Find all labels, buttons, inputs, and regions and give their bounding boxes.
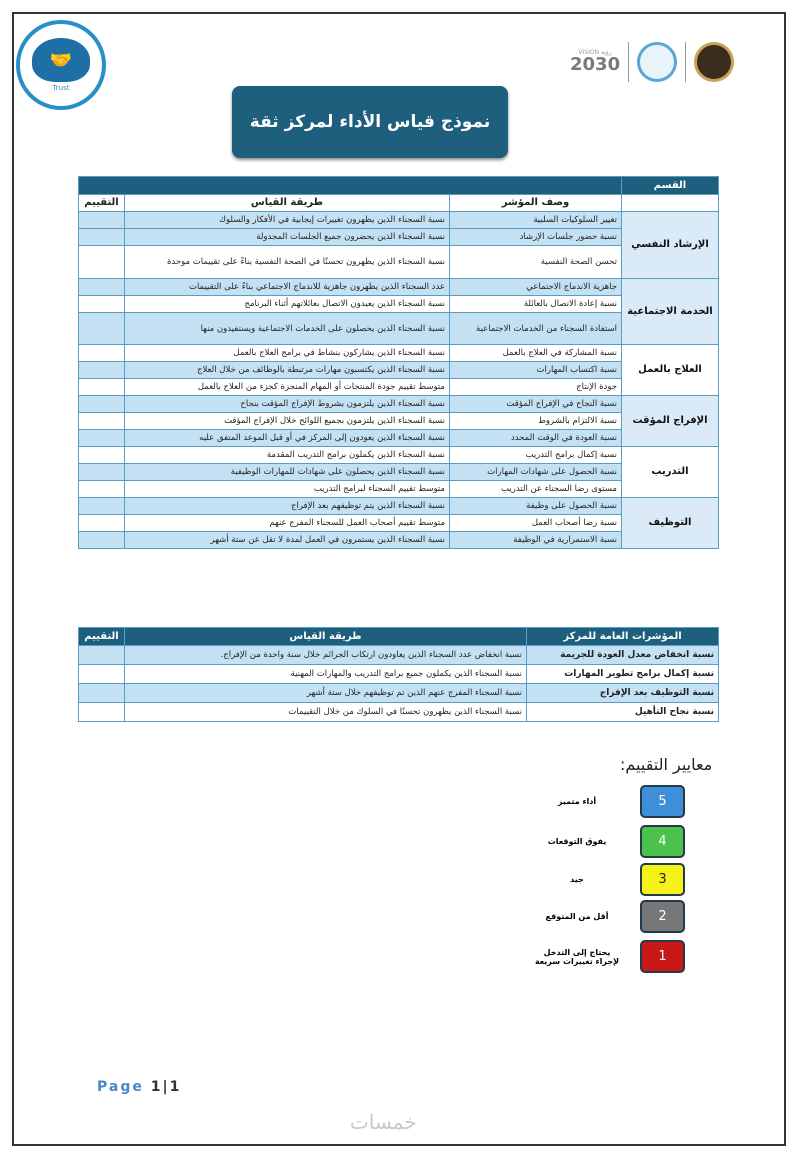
description-cell: نسبة إعادة الاتصال بالعائلة	[450, 296, 622, 313]
legend-label: يحتاج إلى التدخل لإجراء تغييرات سريعة	[534, 947, 620, 966]
legend-item	[520, 785, 685, 818]
score-box: 1	[640, 940, 685, 973]
section-name: الإفراج المؤقت	[622, 396, 719, 447]
description-cell: تحسن الصحة النفسية	[450, 246, 622, 279]
table-row	[79, 665, 719, 684]
description-cell: جودة الإنتاج	[450, 379, 622, 396]
watermark: خمسات	[350, 1110, 417, 1134]
rating-cell[interactable]	[79, 379, 125, 396]
rating-cell[interactable]	[79, 296, 125, 313]
rating-cell[interactable]	[79, 313, 125, 345]
col-rating: التقييم	[79, 195, 125, 212]
method-cell: نسبة السجناء الذين يظهرون تغييرات إيجابية في الأفكار والسلوك	[125, 212, 450, 229]
description-cell: نسبة الحصول على شهادات المهارات	[450, 464, 622, 481]
score-box: 5	[640, 785, 685, 818]
description-cell: نسبة اكتساب المهارات	[450, 362, 622, 379]
partner-logos	[570, 42, 734, 82]
indicator-cell: نسبة نجاح التأهيل	[527, 703, 719, 722]
section-name: الإرشاد النفسي	[622, 212, 719, 279]
vision-label: VISION رؤية	[578, 49, 612, 56]
rating-cell[interactable]	[79, 481, 125, 498]
rating-cell[interactable]	[79, 345, 125, 362]
method-cell: متوسط تقييم أصحاب العمل للسجناء المفرج عنهم	[125, 515, 450, 532]
rating-cell[interactable]	[79, 413, 125, 430]
indicator-cell: نسبة إكمال برامج تطوير المهارات	[527, 665, 719, 684]
method-cell: نسبة السجناء الذين يلتزمون بشروط الإفراج المؤقت بنجاح	[125, 396, 450, 413]
method-cell: نسبة السجناء الذين يحضرون جميع الجلسات المجدولة	[125, 229, 450, 246]
rating-cell[interactable]	[79, 646, 125, 665]
col-description: وصف المؤشر	[450, 195, 622, 212]
legend-label: أقل من المتوقع	[545, 912, 609, 921]
rating-cell[interactable]	[79, 362, 125, 379]
table-row	[79, 447, 719, 464]
description-cell: استفادة السجناء من الخدمات الاجتماعية	[450, 313, 622, 345]
logo-caption: Trust	[52, 84, 70, 92]
legend-label: أداء متميز	[557, 797, 597, 806]
method-cell: نسبة السجناء الذين يتم توظيفهم بعد الإفراج	[125, 498, 450, 515]
header-fill	[79, 177, 622, 195]
method-cell: نسبة السجناء الذين يعودون إلى المركز في أو قبل الموعد المتفق عليه	[125, 430, 450, 447]
section-name: التوظيف	[622, 498, 719, 549]
method-cell: نسبة السجناء الذين يحصلون على الخدمات الاجتماعية ويستفيدون منها	[125, 313, 450, 345]
method-cell: نسبة السجناء الذين يحصلون على شهادات للمهارات الوظيفية	[125, 464, 450, 481]
emblem-seal-icon	[694, 42, 734, 82]
score-box: 4	[640, 825, 685, 858]
description-cell: مستوى رضا السجناء عن التدريب	[450, 481, 622, 498]
performance-table	[78, 176, 719, 549]
description-cell: جاهزية الاندماج الاجتماعي	[450, 279, 622, 296]
description-cell: تغيير السلوكيات السلبية	[450, 212, 622, 229]
legend-item	[520, 863, 685, 896]
handshake-icon: 🤝	[32, 38, 90, 82]
method-cell: نسبة السجناء الذين يظهرون تحسنًا في الصحة النفسية بناءً على تقييمات موحدة	[125, 246, 450, 279]
description-cell: نسبة رضا أصحاب العمل	[450, 515, 622, 532]
rating-cell[interactable]	[79, 447, 125, 464]
rating-cell[interactable]	[79, 464, 125, 481]
page-num: 1|1	[150, 1079, 182, 1095]
method-cell: نسبة السجناء الذين يكملون جميع برامج التدريب والمهارات المهنية	[125, 665, 527, 684]
legend-title: معايير التقييم:	[620, 755, 713, 774]
page-number	[97, 1079, 181, 1095]
table-row	[79, 212, 719, 229]
description-cell: نسبة إكمال برامج التدريب	[450, 447, 622, 464]
indicator-cell: نسبة التوظيف بعد الإفراج	[527, 684, 719, 703]
divider	[628, 42, 629, 82]
rating-cell[interactable]	[79, 703, 125, 722]
divider	[685, 42, 686, 82]
col-method: طريقة القياس	[125, 628, 527, 646]
section-header: القسم	[622, 177, 719, 195]
method-cell: نسبة السجناء الذين يلتزمون بجميع اللوائح خلال الإفراج المؤقت	[125, 413, 450, 430]
ministry-seal-icon	[637, 42, 677, 82]
rating-cell[interactable]	[79, 430, 125, 447]
legend-item	[520, 900, 685, 933]
vision-2030-logo	[570, 50, 620, 74]
method-cell: نسبة السجناء الذين يستمرون في العمل لمدة لا تقل عن ستة أشهر	[125, 532, 450, 549]
method-cell: نسبة السجناء الذين يظهرون تحسنًا في السلوك من خلال التقييمات	[125, 703, 527, 722]
description-cell: نسبة النجاح في الإفراج المؤقت	[450, 396, 622, 413]
description-cell: نسبة حضور جلسات الإرشاد	[450, 229, 622, 246]
description-cell: نسبة المشاركة في العلاج بالعمل	[450, 345, 622, 362]
table-row	[79, 646, 719, 665]
col-indicator: المؤشرات العامة للمركز	[527, 628, 719, 646]
legend-item	[520, 825, 685, 858]
col-method: طريقة القياس	[125, 195, 450, 212]
description-cell: نسبة الاستمرارية في الوظيفة	[450, 532, 622, 549]
table-row	[79, 498, 719, 515]
description-cell: نسبة الالتزام بالشروط	[450, 413, 622, 430]
method-cell: متوسط تقييم السجناء لبرامج التدريب	[125, 481, 450, 498]
legend-label: يفوق التوقعات	[547, 837, 607, 846]
score-box: 3	[640, 863, 685, 896]
rating-cell[interactable]	[79, 212, 125, 229]
rating-cell[interactable]	[79, 684, 125, 703]
score-box: 2	[640, 900, 685, 933]
page-word: Page	[97, 1079, 144, 1095]
legend-item	[520, 940, 685, 973]
table-row	[79, 279, 719, 296]
rating-cell[interactable]	[79, 279, 125, 296]
rating-cell[interactable]	[79, 515, 125, 532]
indicator-cell: نسبة انخفاض معدل العودة للجريمة	[527, 646, 719, 665]
vision-year: 2030	[570, 54, 621, 75]
rating-cell[interactable]	[79, 498, 125, 515]
table-row	[79, 345, 719, 362]
rating-cell[interactable]	[79, 396, 125, 413]
method-cell: نسبة السجناء الذين يعيدون الاتصال بعائلاتهم أثناء البرنامج	[125, 296, 450, 313]
trust-center-logo	[16, 20, 106, 110]
table-row	[79, 703, 719, 722]
method-cell: نسبة السجناء المفرج عنهم الذين تم توظيفهم خلال ستة أشهر	[125, 684, 527, 703]
method-cell: عدد السجناء الذين يظهرون جاهزية للاندماج الاجتماعي بناءً على التقييمات	[125, 279, 450, 296]
description-cell: نسبة الحصول على وظيفة	[450, 498, 622, 515]
method-cell: نسبة السجناء الذين يكتسبون مهارات مرتبطة بالوظائف من خلال العلاج	[125, 362, 450, 379]
table-row	[79, 396, 719, 413]
page-title: نموذج قياس الأداء لمركز ثقة	[232, 86, 508, 158]
rating-cell[interactable]	[79, 246, 125, 279]
legend-label: جيد	[570, 875, 584, 884]
rating-cell[interactable]	[79, 229, 125, 246]
rating-cell[interactable]	[79, 532, 125, 549]
section-name: التدريب	[622, 447, 719, 498]
description-cell: نسبة العودة في الوقت المحدد	[450, 430, 622, 447]
table-row	[79, 684, 719, 703]
rating-cell[interactable]	[79, 665, 125, 684]
method-cell: متوسط تقييم جودة المنتجات أو المهام المنجزة كجزء من العلاج بالعمل	[125, 379, 450, 396]
section-name: الخدمة الاجتماعية	[622, 279, 719, 345]
section-name: العلاج بالعمل	[622, 345, 719, 396]
col-rating: التقييم	[79, 628, 125, 646]
method-cell: نسبة انخفاض عدد السجناء الذين يعاودون ارتكاب الجرائم خلال سنة واحدة من الإفراج.	[125, 646, 527, 665]
section-subheader-empty	[622, 195, 719, 212]
method-cell: نسبة السجناء الذين يشاركون بنشاط في برامج العلاج بالعمل	[125, 345, 450, 362]
method-cell: نسبة السجناء الذين يكملون برامج التدريب المقدمة	[125, 447, 450, 464]
general-indicators-table	[78, 627, 719, 722]
